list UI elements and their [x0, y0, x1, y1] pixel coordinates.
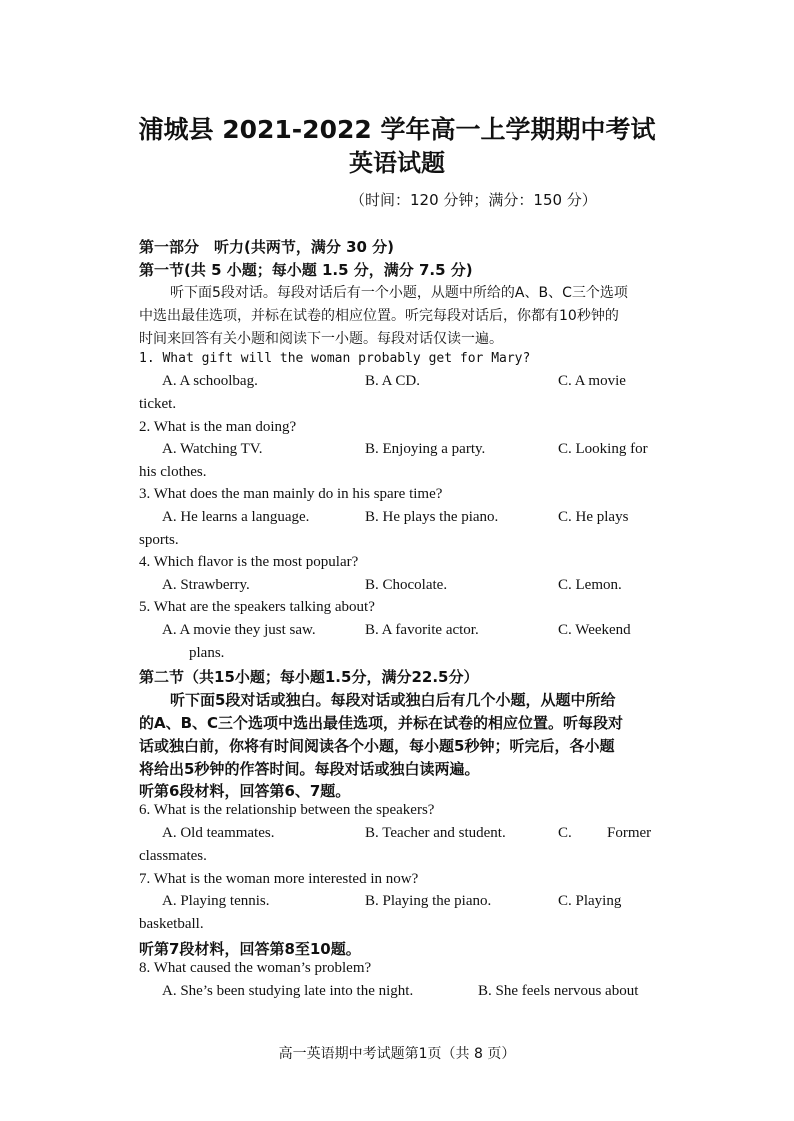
option-continuation: plans. [189, 645, 225, 661]
option-continuation: ticket. [139, 396, 177, 412]
question-stem: 6. What is the relationship between the speakers? [139, 802, 435, 818]
option-b: B. He plays the piano. [365, 509, 499, 525]
option-b: B. Enjoying a party. [365, 441, 486, 457]
section2-instruction-3: 话或独白前，你将有时间阅读各个小题，每小题5秒钟；听完后，各小题 [139, 737, 615, 755]
question-stem: 8. What caused the woman’s problem? [139, 960, 372, 976]
option-c: C. A movie [558, 373, 626, 389]
option-a: A. A schoolbag. [162, 373, 258, 389]
option-c: C. Playing [558, 893, 622, 909]
question-stem: 5. What are the speakers talking about? [139, 599, 375, 615]
option-c-text: Former [607, 825, 652, 841]
section2-instruction-1: 听下面5段对话或独白。每段对话或独白后有几个小题，从题中所给 [170, 691, 616, 709]
option-continuation: sports. [139, 532, 179, 548]
option-b: B. A favorite actor. [365, 622, 479, 638]
section2-instruction-4: 将给出5秒钟的作答时间。每段对话或独白读两遍。 [139, 760, 480, 778]
question-stem: 2. What is the man doing? [139, 419, 297, 435]
option-a: A. Old teammates. [162, 825, 275, 841]
material-heading: 听第7段材料，回答第8至10题。 [139, 940, 361, 958]
option-a: A. Watching TV. [162, 441, 263, 457]
option-b: B. Teacher and student. [365, 825, 506, 841]
option-a: A. Strawberry. [162, 577, 250, 593]
section1-instruction-2: 中选出最佳选项，并标在试卷的相应位置。听完每段对话后，你都有10秒钟的 [139, 308, 619, 324]
option-a: A. He learns a language. [162, 509, 310, 525]
section1-instruction-1: 听下面5段对话。每段对话后有一个小题，从题中所给的A、B、C三个选项 [170, 285, 628, 301]
option-continuation: basketball. [139, 916, 204, 932]
option-b: B. Chocolate. [365, 577, 448, 593]
option-continuation: classmates. [139, 848, 207, 864]
section1-instruction-3: 时间来回答有关小题和阅读下一小题。每段对话仅读一遍。 [139, 331, 503, 347]
section2-heading: 第二节（共15小题；每小题1.5分，满分22.5分） [139, 668, 479, 686]
option-b: B. A CD. [365, 373, 421, 389]
page-title: 浦城县 2021-2022 学年高一上学期期中考试 [138, 115, 656, 144]
exam-meta: （时间：120 分钟；满分：150 分） [350, 191, 597, 209]
section2-instruction-2: 的A、B、C三个选项中选出最佳选项，并标在试卷的相应位置。听每段对 [139, 714, 624, 732]
option-a: A. A movie they just saw. [162, 622, 316, 638]
question-stem: 7. What is the woman more interested in now? [139, 871, 419, 887]
part1-heading: 第一部分 听力(共两节，满分 30 分) [139, 238, 395, 256]
page-subtitle: 英语试题 [349, 149, 445, 177]
section1-heading: 第一节(共 5 小题；每小题 1.5 分，满分 7.5 分) [139, 261, 473, 279]
page-footer: 高一英语期中考试题第1页（共 8 页） [278, 1046, 516, 1062]
option-c: C. He plays [558, 509, 629, 525]
option-c: C. Weekend [558, 622, 631, 638]
option-a: A. Playing tennis. [162, 893, 270, 909]
option-c: C. Looking for [558, 441, 648, 457]
question-stem: 3. What does the man mainly do in his spare time? [139, 486, 443, 502]
option-b: B. She feels nervous about [478, 983, 639, 999]
option-c: C. Lemon. [558, 577, 622, 593]
material-heading: 听第6段材料，回答第6、7题。 [139, 782, 351, 800]
option-c: C. [558, 825, 572, 841]
option-continuation: his clothes. [139, 464, 207, 480]
option-b: B. Playing the piano. [365, 893, 492, 909]
question-stem: 4. Which flavor is the most popular? [139, 554, 359, 570]
question-stem: 1. What gift will the woman probably get for Mary? [139, 351, 531, 366]
option-a: A. She’s been studying late into the night. [162, 983, 414, 999]
